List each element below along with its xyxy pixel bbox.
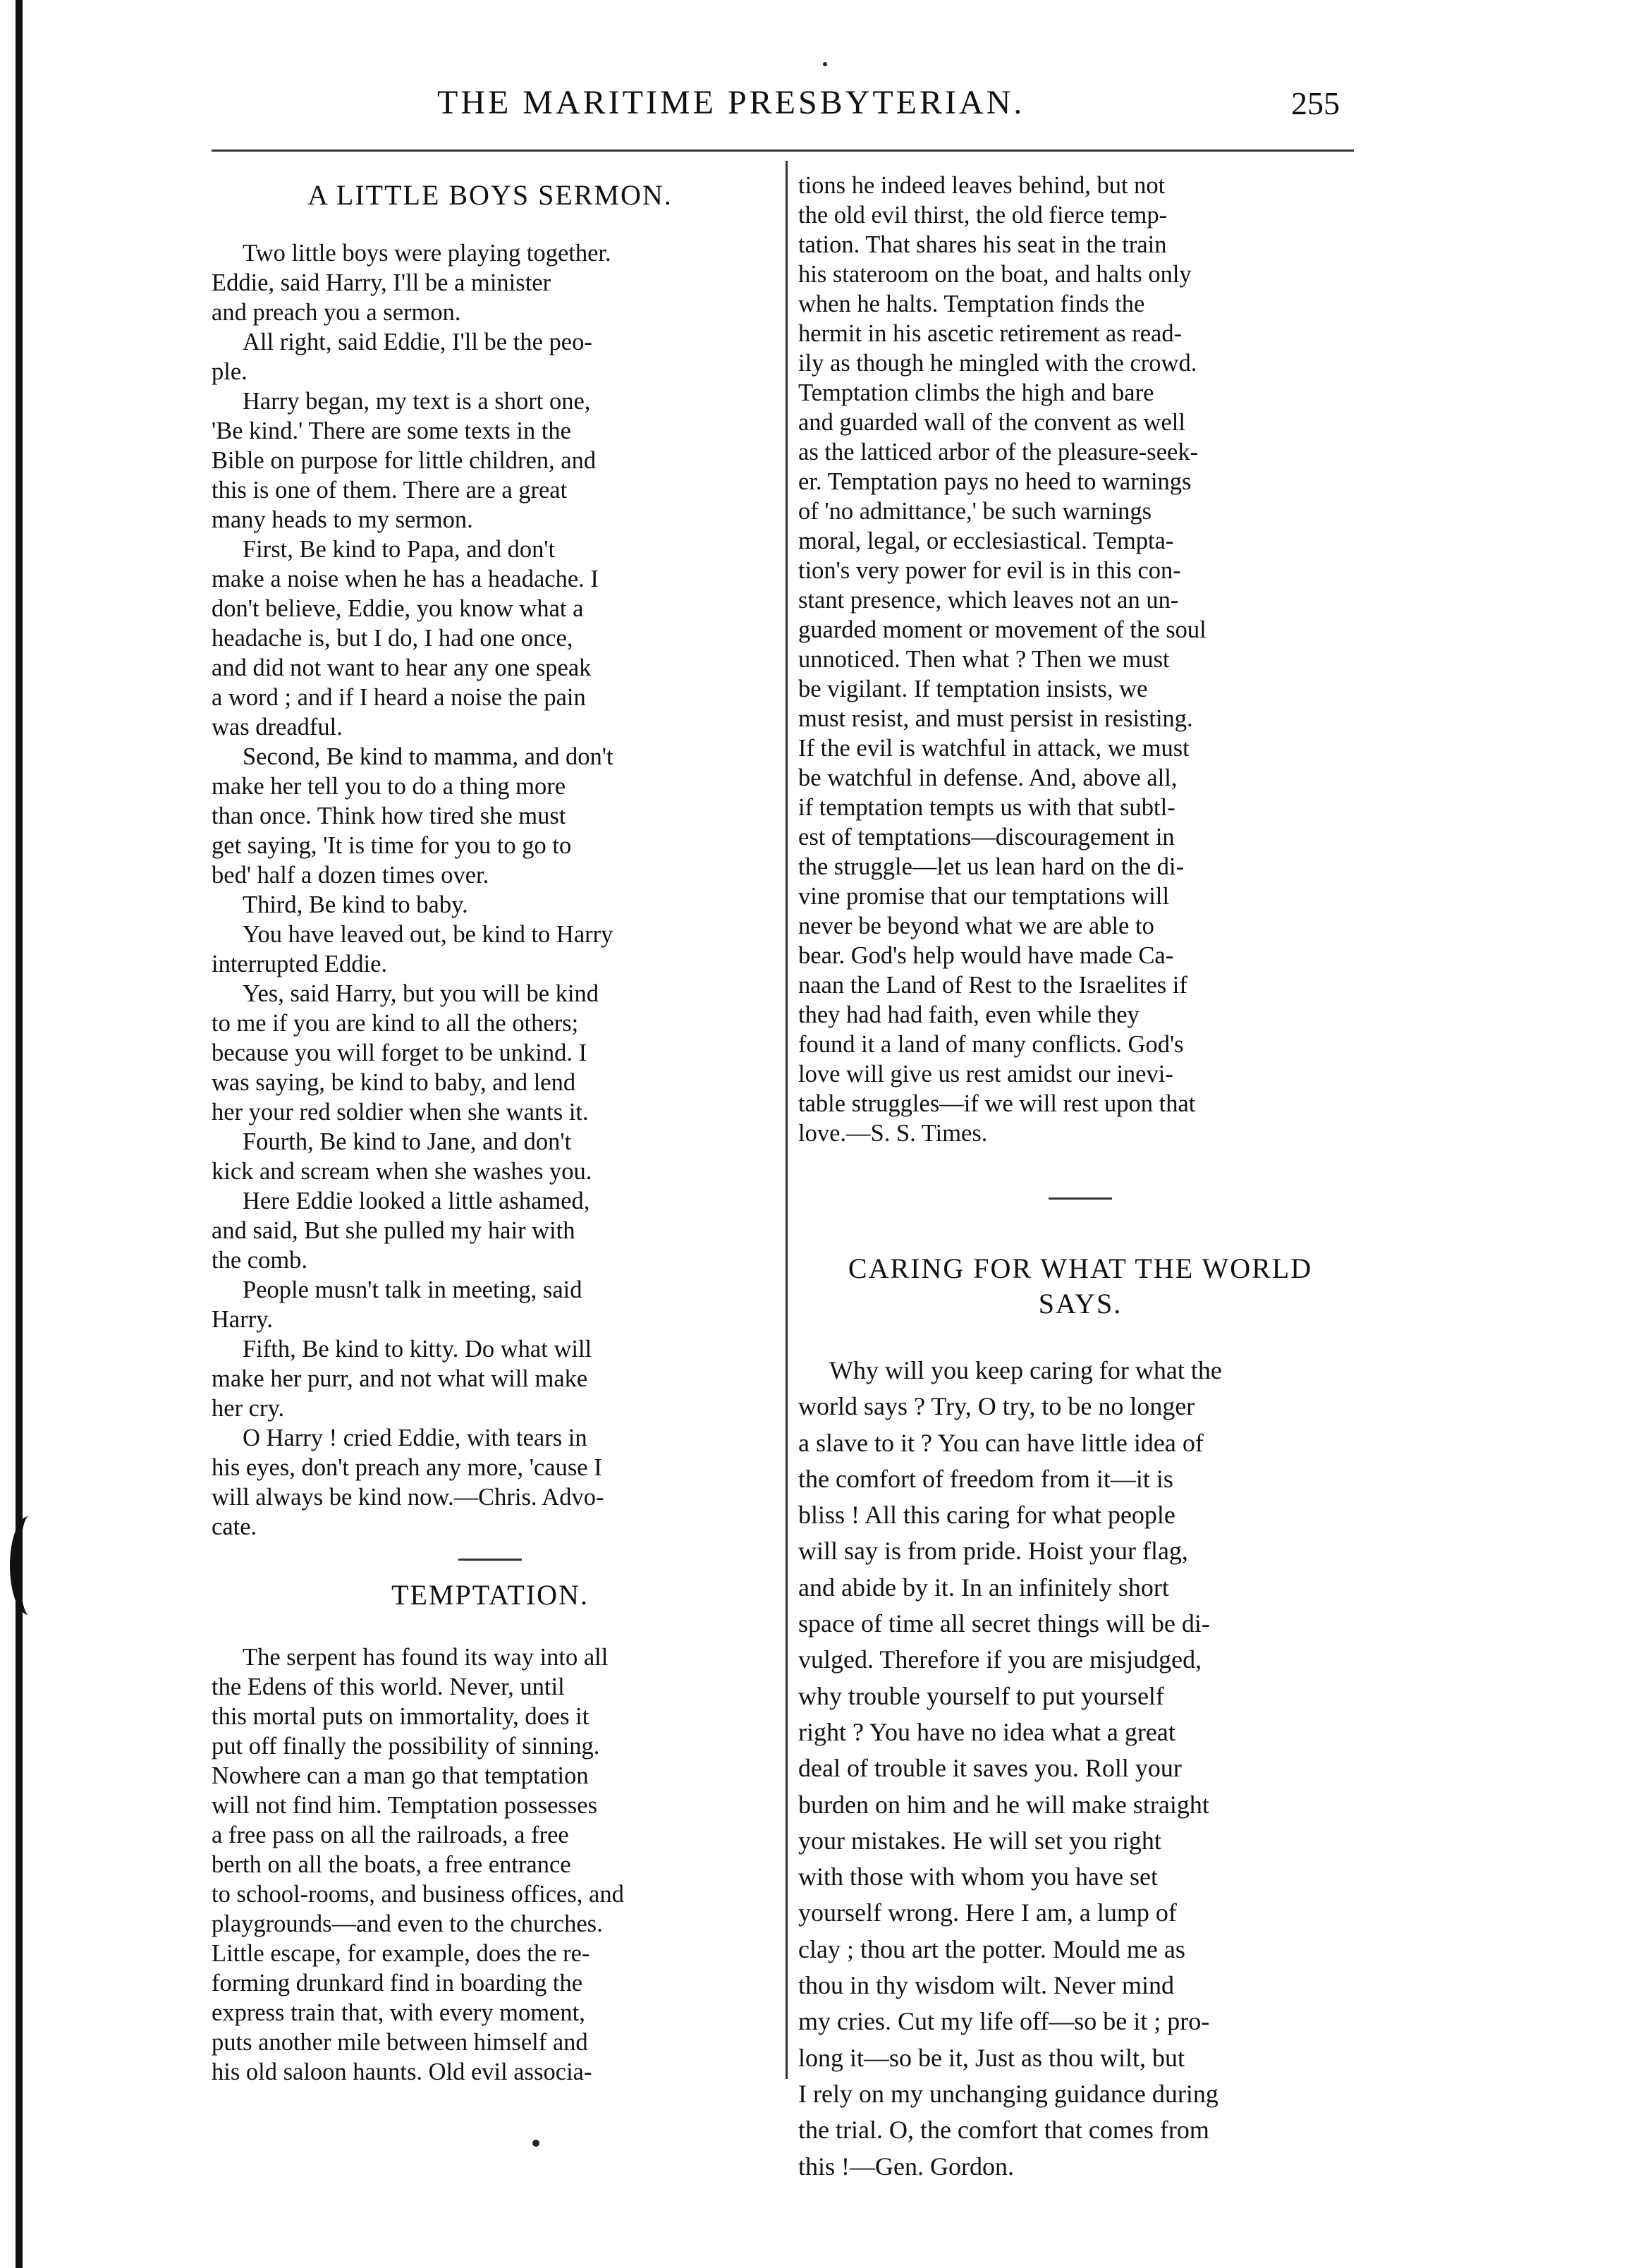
text-line: berth on all the boats, a free entrance bbox=[212, 1851, 571, 1878]
text-line: Harry. bbox=[212, 1306, 273, 1333]
text-line: will say is from pride. Hoist your flag, bbox=[798, 1537, 1188, 1566]
text-line: The serpent has found its way into all bbox=[243, 1644, 609, 1671]
text-line: found it a land of many conflicts. God's bbox=[798, 1031, 1184, 1058]
text-line: long it—so be it, Just as thou wilt, but bbox=[798, 2043, 1185, 2072]
text-line: Little escape, for example, does the re- bbox=[212, 1940, 590, 1967]
text-line: to school-rooms, and business offices, and bbox=[212, 1881, 624, 1908]
right-column-lower bbox=[798, 1251, 1362, 2185]
text-line: table struggles—if we will rest upon that bbox=[798, 1090, 1196, 1117]
text-line: of 'no admittance,' be such warnings bbox=[798, 498, 1152, 525]
text-line: get saying, 'It is time for you to go to bbox=[212, 832, 572, 859]
text-line: her your red soldier when she wants it. bbox=[212, 1099, 589, 1126]
text-line: If the evil is watchful in attack, we must bbox=[798, 735, 1190, 762]
text-line: his old saloon haunts. Old evil associa- bbox=[212, 2059, 592, 2085]
text-line: Two little boys were playing together. bbox=[243, 240, 611, 267]
text-line: tion's very power for evil is in this con- bbox=[798, 557, 1181, 584]
text-line: they had had faith, even while they bbox=[798, 1001, 1140, 1028]
text-line: bear. God's help would have made Ca- bbox=[798, 942, 1174, 969]
text-line: a slave to it ? You can have little idea of bbox=[798, 1428, 1204, 1457]
text-line: Nowhere can a man go that temptation bbox=[212, 1762, 589, 1789]
text-line: puts another mile between himself and bbox=[212, 2029, 588, 2056]
text-line: express train that, with every moment, bbox=[212, 1999, 585, 2026]
text-line: People musn't talk in meeting, said bbox=[243, 1276, 582, 1303]
text-line: I rely on my unchanging guidance during bbox=[798, 2079, 1218, 2108]
text-line: Harry began, my text is a short one, bbox=[243, 388, 591, 415]
column-divider bbox=[786, 161, 788, 2079]
text-line: Bible on purpose for little children, and bbox=[212, 447, 597, 474]
text-line: er. Temptation pays no heed to warnings bbox=[798, 468, 1192, 495]
text-line: and abide by it. In an infinitely short bbox=[798, 1573, 1169, 1602]
text-line: don't believe, Eddie, you know what a bbox=[212, 595, 584, 622]
text-line: your mistakes. He will set you right bbox=[798, 1826, 1161, 1855]
text-line: Yes, said Harry, but you will be kind bbox=[243, 980, 599, 1007]
text-line: and guarded wall of the convent as well bbox=[798, 409, 1185, 436]
text-line: vulged. Therefore if you are misjudged, bbox=[798, 1645, 1202, 1674]
text-line: moral, legal, or ecclesiastical. Tempta- bbox=[798, 528, 1174, 554]
text-line: right ? You have no idea what a great bbox=[798, 1717, 1175, 1746]
text-line: if temptation tempts us with that subtl- bbox=[798, 794, 1175, 821]
text-line: headache is, but I do, I had one once, bbox=[212, 625, 573, 652]
text-line: burden on him and he will make straight bbox=[798, 1790, 1209, 1819]
text-line: Fifth, Be kind to kitty. Do what will bbox=[243, 1336, 592, 1362]
text-line: First, Be kind to Papa, and don't bbox=[243, 536, 556, 563]
text-line: guarded moment or movement of the soul bbox=[798, 616, 1207, 643]
page-binding-curl bbox=[10, 1516, 48, 1615]
text-line: unnoticed. Then what ? Then we must bbox=[798, 646, 1170, 673]
text-line: her cry. bbox=[212, 1395, 285, 1422]
text-line: be vigilant. If temptation insists, we bbox=[798, 676, 1148, 702]
text-line: was dreadful. bbox=[212, 714, 343, 740]
text-line: as the latticed arbor of the pleasure-seek- bbox=[798, 439, 1199, 465]
text-line: this mortal puts on immortality, does it bbox=[212, 1703, 590, 1730]
text-line: this !—Gen. Gordon. bbox=[798, 2152, 1014, 2181]
article-title-temptation: TEMPTATION. bbox=[391, 1579, 589, 1611]
text-line: why trouble yourself to put yourself bbox=[798, 1681, 1164, 1710]
text-line: All right, said Eddie, I'll be the peo- bbox=[243, 329, 592, 355]
text-line: with those with whom you have set bbox=[798, 1862, 1158, 1891]
journal-title: THE MARITIME PRESBYTERIAN. bbox=[437, 84, 1025, 121]
text-line: bed' half a dozen times over. bbox=[212, 862, 489, 889]
text-line: forming drunkard find in boarding the bbox=[212, 1970, 583, 1996]
text-line: than once. Think how tired she must bbox=[212, 803, 566, 829]
text-line: Third, Be kind to baby. bbox=[243, 891, 468, 918]
text-line: cate. bbox=[212, 1513, 257, 1540]
text-line: stant presence, which leaves not an un- bbox=[798, 587, 1179, 614]
text-line: the comb. bbox=[212, 1247, 308, 1274]
page-number: 255 bbox=[1291, 85, 1340, 121]
running-header bbox=[212, 78, 1368, 134]
text-line: thou in thy wisdom wilt. Never mind bbox=[798, 1971, 1174, 2000]
section-separator-rule bbox=[1049, 1197, 1112, 1200]
text-line: Fourth, Be kind to Jane, and don't bbox=[243, 1128, 572, 1155]
text-line: naan the Land of Rest to the Israelites if bbox=[798, 972, 1187, 999]
text-line: Why will you keep caring for what the bbox=[829, 1356, 1222, 1384]
text-line: my cries. Cut my life off—so be it ; pro- bbox=[798, 2007, 1210, 2036]
text-line: 'Be kind.' There are some texts in the bbox=[212, 417, 571, 444]
text-line: kick and scream when she washes you. bbox=[212, 1158, 592, 1185]
text-line: a free pass on all the railroads, a free bbox=[212, 1822, 569, 1848]
text-line: ple. bbox=[212, 358, 248, 385]
text-line: the Edens of this world. Never, until bbox=[212, 1673, 565, 1700]
text-line: clay ; thou art the potter. Mould me as bbox=[798, 1934, 1185, 1963]
text-line: the struggle—let us lean hard on the di- bbox=[798, 853, 1185, 880]
text-line: interrupted Eddie. bbox=[212, 951, 388, 977]
text-line: his eyes, don't preach any more, 'cause I bbox=[212, 1454, 602, 1481]
text-line: You have leaved out, be kind to Harry bbox=[243, 921, 613, 948]
article-title-little-boys-sermon: A LITTLE BOYS SERMON. bbox=[307, 179, 673, 211]
text-line: because you will forget to be unkind. I bbox=[212, 1040, 587, 1066]
text-line: Eddie, said Harry, I'll be a minister bbox=[212, 269, 551, 296]
text-line: vine promise that our temptations will bbox=[798, 883, 1170, 910]
text-line: deal of trouble it saves you. Roll your bbox=[798, 1754, 1182, 1783]
article-body-caring bbox=[798, 1353, 1362, 2185]
text-line: O Harry ! cried Eddie, with tears in bbox=[243, 1425, 587, 1451]
text-line: ily as though he mingled with the crowd. bbox=[798, 350, 1197, 377]
section-separator-rule bbox=[458, 1559, 522, 1561]
text-line: Here Eddie looked a little ashamed, bbox=[243, 1188, 590, 1214]
text-line: the trial. O, the comfort that comes from bbox=[798, 2116, 1209, 2145]
text-line: est of temptations—discouragement in bbox=[798, 824, 1175, 850]
text-line: yourself wrong. Here I am, a lump of bbox=[798, 1898, 1177, 1927]
text-line: and did not want to hear any one speak bbox=[212, 654, 592, 681]
text-line: world says ? Try, O try, to be no longer bbox=[798, 1392, 1195, 1421]
text-line: was saying, be kind to baby, and lend bbox=[212, 1069, 576, 1096]
article-title-caring bbox=[798, 1251, 1362, 1322]
text-line: playgrounds—and even to the churches. bbox=[212, 1910, 603, 1937]
text-line: be watchful in defense. And, above all, bbox=[798, 764, 1178, 791]
article-body-temptation-part2 bbox=[798, 171, 1362, 1148]
print-speck bbox=[823, 62, 827, 66]
text-line: hermit in his ascetic retirement as read- bbox=[798, 320, 1183, 347]
print-speck bbox=[532, 2140, 539, 2147]
article-title-line: SAYS. bbox=[1038, 1288, 1123, 1319]
text-line: when he halts. Temptation finds the bbox=[798, 291, 1145, 317]
text-line: many heads to my sermon. bbox=[212, 506, 473, 533]
text-line: make her purr, and not what will make bbox=[212, 1365, 588, 1392]
text-line: this is one of them. There are a great bbox=[212, 477, 568, 504]
text-line: Second, Be kind to mamma, and don't bbox=[243, 743, 613, 770]
text-line: must resist, and must persist in resisting. bbox=[798, 705, 1193, 732]
text-line: love will give us rest amidst our inevi- bbox=[798, 1061, 1173, 1087]
article-body-temptation-part1 bbox=[212, 1642, 769, 2087]
text-line: and preach you a sermon. bbox=[212, 299, 461, 326]
text-line: bliss ! All this caring for what people bbox=[798, 1501, 1175, 1530]
text-line: never be beyond what we are able to bbox=[798, 913, 1154, 939]
right-column-upper bbox=[798, 171, 1362, 1200]
text-line: Temptation climbs the high and bare bbox=[798, 379, 1154, 406]
text-line: the comfort of freedom from it—it is bbox=[798, 1464, 1173, 1493]
article-title-line: CARING FOR WHAT THE WORLD bbox=[848, 1252, 1313, 1284]
left-column bbox=[212, 171, 769, 2087]
text-line: a word ; and if I heard a noise the pain bbox=[212, 684, 586, 711]
text-line: make her tell you to do a thing more bbox=[212, 773, 566, 800]
text-line: put off finally the possibility of sinning. bbox=[212, 1733, 600, 1760]
article-body-little-boys-sermon bbox=[212, 238, 769, 1542]
header-rule bbox=[212, 150, 1354, 152]
text-line: and said, But she pulled my hair with bbox=[212, 1217, 575, 1244]
text-line: his stateroom on the boat, and halts only bbox=[798, 261, 1192, 288]
text-line: tions he indeed leaves behind, but not bbox=[798, 172, 1166, 199]
text-line: tation. That shares his seat in the train bbox=[798, 231, 1167, 258]
text-line: the old evil thirst, the old fierce temp- bbox=[798, 202, 1168, 228]
text-line: make a noise when he has a headache. I bbox=[212, 566, 599, 592]
page-binding-edge bbox=[16, 0, 23, 2268]
text-line: will always be kind now.—Chris. Advo- bbox=[212, 1484, 604, 1511]
text-line: to me if you are kind to all the others; bbox=[212, 1010, 579, 1037]
text-line: space of time all secret things will be di- bbox=[798, 1609, 1210, 1638]
text-line: love.—S. S. Times. bbox=[798, 1120, 988, 1147]
text-line: will not find him. Temptation possesses bbox=[212, 1792, 598, 1819]
